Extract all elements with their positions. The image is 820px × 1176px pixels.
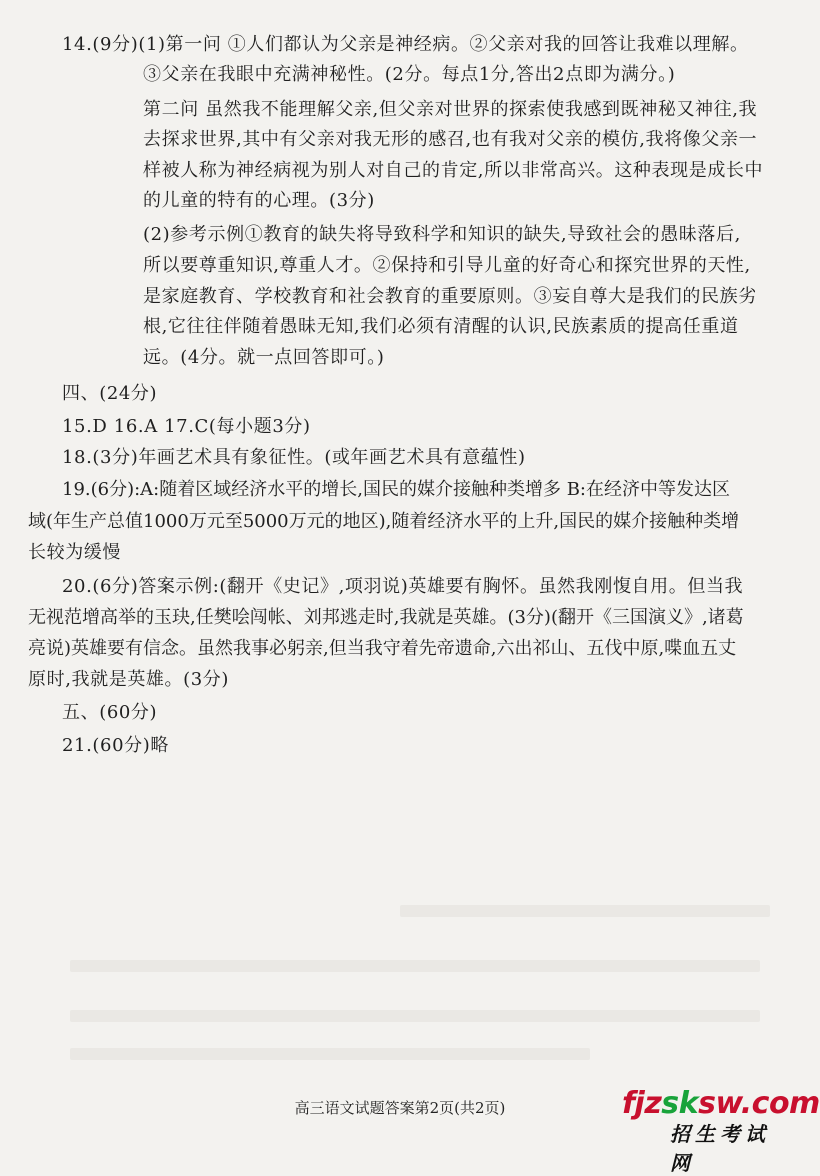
bleed-through-mark: [70, 1010, 760, 1022]
answer-line: 远。(4分。就一点回答即可。): [143, 347, 385, 368]
bleed-through-mark: [70, 1048, 590, 1060]
answer-line: 15.D 16.A 17.C(每小题3分): [62, 416, 311, 437]
answer-line: 第二问 虽然我不能理解父亲,但父亲对世界的探索使我感到既神秘又神往,我: [143, 99, 758, 120]
answer-line: 域(年生产总值1000万元至5000万元的地区),随着经济水平的上升,国民的媒介接触种类增: [28, 511, 740, 532]
answer-line: 亮说)英雄要有信念。虽然我事必躬亲,但当我守着先帝遗命,六出祁山、五伐中原,喋血五丈: [28, 638, 737, 659]
site-watermark: [622, 1086, 820, 1175]
bleed-through-mark: [400, 905, 770, 917]
answer-line: 无视范增高举的玉玦,任樊哙闯帐、刘邦逃走时,我就是英雄。(3分)(翻开《三国演义》,诸葛: [28, 607, 744, 628]
answer-line: 20.(6分)答案示例:(翻开《史记》,项羽说)英雄要有胸怀。虽然我刚愎自用。但当我: [62, 576, 744, 597]
answer-line: (2)参考示例①教育的缺失将导致科学和知识的缺失,导致社会的愚昧落后,: [143, 224, 741, 245]
answer-line: 是家庭教育、学校教育和社会教育的重要原则。③妄自尊大是我们的民族劣: [143, 286, 757, 307]
section-heading: 五、(60分): [62, 702, 158, 723]
answer-line: 根,它往往伴随着愚昧无知,我们必须有清醒的认识,民族素质的提高任重道: [143, 316, 739, 337]
answer-line: 14.(9分)(1)第一问 ①人们都认为父亲是神经病。②父亲对我的回答让我难以理解。: [62, 34, 749, 55]
answer-line: 19.(6分):A:随着区域经济水平的增长,国民的媒介接触种类增多 B:在经济中等发达区: [62, 479, 730, 500]
watermark-brand: fjzsksw.com: [622, 1086, 820, 1121]
answer-line: 21.(60分)略: [62, 735, 169, 756]
answer-line: 原时,我就是英雄。(3分): [28, 669, 230, 690]
bleed-through-mark: [70, 960, 760, 972]
answer-line: 长较为缓慢: [28, 542, 121, 563]
watermark-subtitle: 招生考试网: [670, 1122, 770, 1175]
answer-line: 的儿童的特有的心理。(3分): [143, 190, 375, 211]
answer-line: 18.(3分)年画艺术具有象征性。(或年画艺术具有意蕴性): [62, 447, 526, 468]
page-footer: 高三语文试题答案第2页(共2页): [294, 1099, 506, 1117]
answer-line: 所以要尊重知识,尊重人才。②保持和引导儿童的好奇心和探究世界的天性,: [143, 255, 751, 276]
answer-line: ③父亲在我眼中充满神秘性。(2分。每点1分,答出2点即为满分。): [143, 64, 676, 85]
answer-line: 样被人称为神经病视为别人对自己的肯定,所以非常高兴。这种表现是成长中: [143, 160, 764, 181]
answer-line: 去探求世界,其中有父亲对我无形的感召,也有我对父亲的模仿,我将像父亲一: [143, 129, 758, 150]
section-heading: 四、(24分): [62, 383, 158, 404]
